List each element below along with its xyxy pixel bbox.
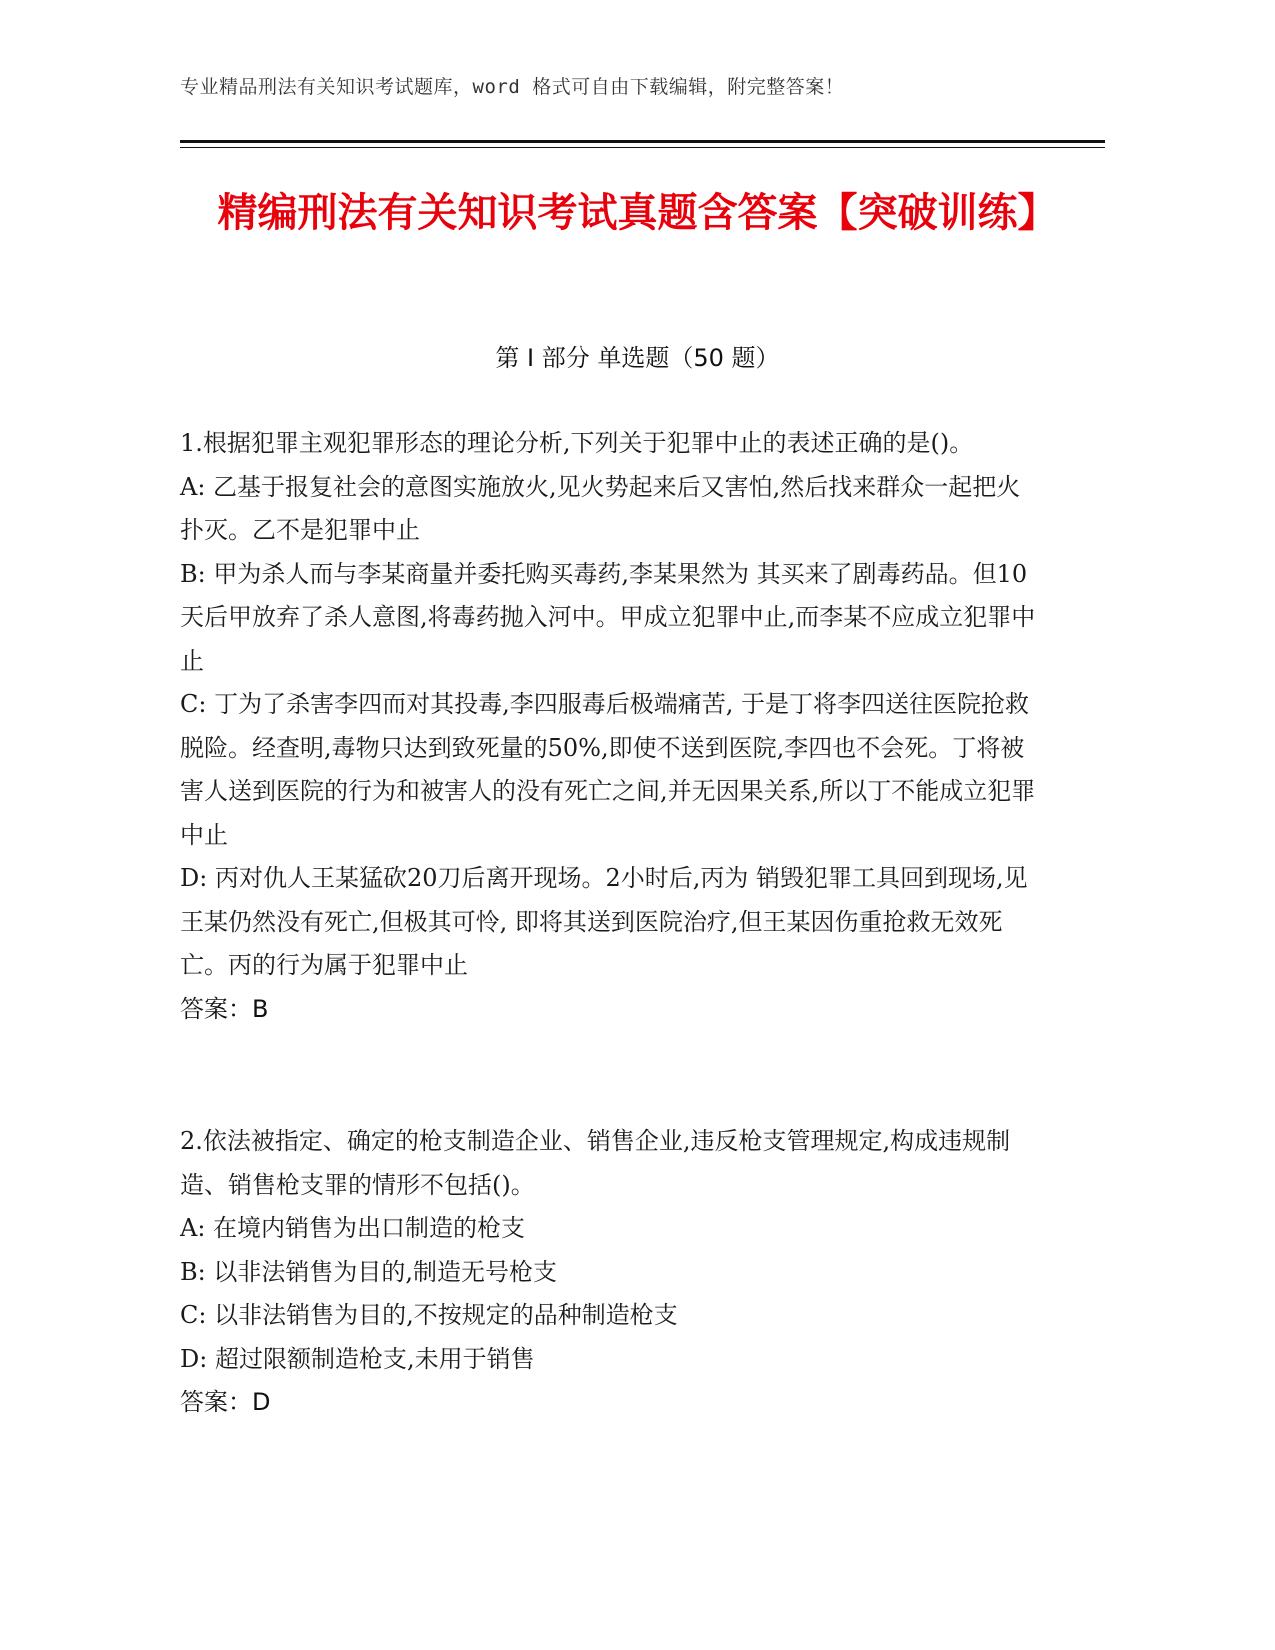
document-title: 精编刑法有关知识考试真题含答案【突破训练】 [217, 190, 1058, 236]
option-d: D: 丙对仇人王某猛砍20刀后离开现场。2小时后,丙为 销毁犯罪工具回到现场,见王某仍然没有死亡,但极其可怜, 即将其送到医院治疗,但王某因伤重抢救无效死亡。丙的行为属于犯罪中止 [180, 864, 1028, 979]
option-c: C: 丁为了杀害李四而对其投毒,李四服毒后极端痛苦, 于是丁将李四送往医院抢救脱险。经查明,毒物只达到致死量的50%,即使不送到医院,李四也不会死。丁将被害人送到医院的行为和被害人的没有死亡之间,并无因果关系,所以丁不能成立犯罪中止 [180, 690, 1036, 849]
question-stem: 2.依法被指定、确定的枪支制造企业、销售企业,违反枪支管理规定,构成违规制造、销售枪支罪的情形不包括()。 [180, 1127, 1011, 1199]
option-b: B: 甲为杀人而与李某商量并委托购买毒药,李某果然为 其买来了剧毒药品。但10天后甲放弃了杀人意图,将毒药抛入河中。甲成立犯罪中止,而李某不应成立犯罪中止 [180, 559, 1036, 675]
option-a: A: 乙基于报复社会的意图实施放火,见火势起来后又害怕,然后找来群众一起把火扑灭。乙不是犯罪中止 [180, 472, 1021, 544]
question-1 [180, 422, 1040, 1031]
answer: 答案：D [180, 1388, 271, 1416]
section-heading: 第 I 部分 单选题（50 题） [495, 344, 780, 372]
question-2 [180, 1120, 1040, 1425]
question-stem: 1.根据犯罪主观犯罪形态的理论分析,下列关于犯罪中止的表述正确的是()。 [180, 429, 974, 457]
option-a: A: 在境内销售为出口制造的枪支 [180, 1214, 526, 1242]
answer: 答案：B [180, 994, 269, 1023]
page-header: 专业精品刑法有关知识考试题库，word 格式可自由下载编辑，附完整答案！ [180, 76, 845, 98]
header-rule-thick [180, 140, 1105, 143]
header-rule-thin [180, 147, 1105, 148]
option-d: D: 超过限额制造枪支,未用于销售 [180, 1344, 535, 1373]
option-c: C: 以非法销售为目的,不按规定的品种制造枪支 [180, 1301, 678, 1329]
option-b: B: 以非法销售为目的,制造无号枪支 [180, 1257, 557, 1286]
